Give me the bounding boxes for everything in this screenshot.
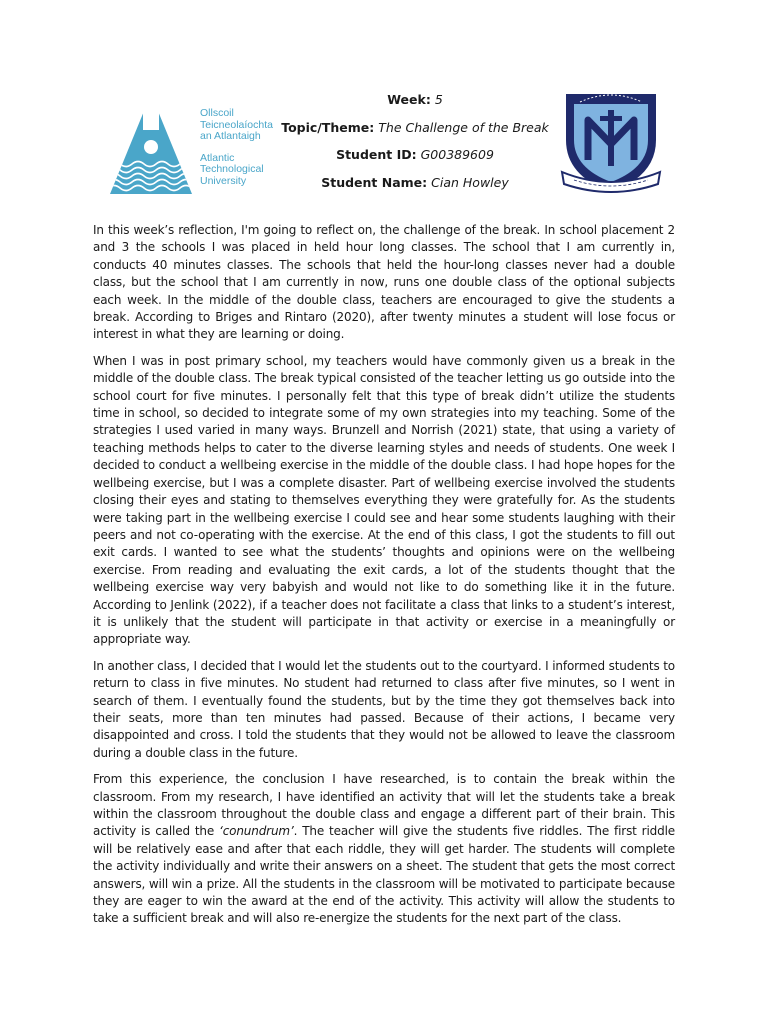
week-label: Week: <box>387 92 431 107</box>
paragraph-4-before: From this experience, the conclusion I have researched, is to contain the break within the classroom. From my research, I have identified an activity that will let the students take a break within the classroom throughout the double class and engage a different part of their brain. This activity is called the <box>93 772 675 839</box>
student-id-label: Student ID: <box>336 147 417 162</box>
paragraph-2: When I was in post primary school, my teachers would have commonly given us a break in the middle of the double class. The break typical consisted of the teacher letting us go outside into the school court for five minutes. I personally felt that this type of break didn’t utilize the students time in school, so decided to integrate some of my own strategies into my teaching. Some of the strategies I used varied in many ways. Brunzell and Norrish (2021) state, that using a variety of teaching methods helps to cater to the diverse learning styles and needs of students. One week I decided to conduct a wellbeing exercise in the middle of the double class. I had hope hopes for the wellbeing exercise, but I was a complete disaster. Part of wellbeing exercise involved the students closing their eyes and stating to themselves everything they were gratefully for. As the students were taking part in the wellbeing exercise I could see and hear some students laughing with their peers and not co-operating with the exercise. At the end of this class, I got the students to fill out exit cards. I wanted to see what the students’ thoughts and opinions were on the wellbeing exercise. From reading and evaluating the exit cards, a lot of the students thought that the wellbeing exercise way very babyish and would not like to do something like it in the future. According to Jenlink (2022), if a teacher does not facilitate a class that links to a student’s interest, it is unlikely that the student will participate in that activity or exercise in a meaningfully or appropriate way. <box>93 353 675 647</box>
university-triangle-logo-icon <box>108 92 194 196</box>
header-info <box>280 86 550 196</box>
university-name <box>200 108 290 187</box>
week-line <box>280 86 550 114</box>
university-name-english-1: Atlantic <box>200 151 235 164</box>
week-value: 5 <box>434 92 443 107</box>
university-name-english-2: Technological <box>200 163 264 175</box>
reflection-body <box>93 222 675 937</box>
university-name-irish-3: an Atlantaigh <box>200 130 261 142</box>
university-logo <box>108 92 278 196</box>
paragraph-4 <box>93 771 675 928</box>
paragraph-4-after: . The teacher will give the students five riddles. The first riddle will be relatively ease and after that each riddle, they will get harder. The students will complete the activity individually and write their answers on a sheet. The student that gets the most correct answers, will win a prize. All the students in the classroom will be motivated to participate because they are eager to win the award at the end of the activity. This activity will allow the students to take a sufficient break and will also re-energize the students for the next part of the class. <box>93 824 675 926</box>
school-crest-icon <box>560 88 662 198</box>
student-name-label: Student Name: <box>321 174 428 190</box>
paragraph-4-emphasis: ‘conundrum’ <box>219 824 294 839</box>
university-name-irish-1: Ollscoil <box>200 107 234 119</box>
topic-line <box>280 114 550 142</box>
university-name-irish-2: Teicneolaíochta <box>200 118 273 131</box>
paragraph-3: In another class, I decided that I would let the students out to the courtyard. I informed students to return to class in five minutes. No student had returned to class after five minutes, so I went in search of them. I eventually found the students, but by the time they got themselves back into their seats, more than ten minutes had passed. Because of their actions, I became very disappointed and cross. I told the students that they would not be allowed to leave the classroom during a double class in the future. <box>93 658 675 760</box>
topic-label: Topic/Theme: <box>281 119 375 135</box>
student-id-value: G00389609 <box>420 147 494 162</box>
student-name-value: Cian Howley <box>431 174 509 190</box>
student-id-line <box>280 141 550 169</box>
topic-value: The Challenge of the Break <box>378 119 549 135</box>
university-name-english-3: University <box>200 174 247 187</box>
student-name-line <box>280 169 550 197</box>
paragraph-1: In this week’s reflection, I'm going to reflect on, the challenge of the break. In school placement 2 and 3 the schools I was placed in held hour long classes. The school that I am currently in, conducts 40 minutes classes. The schools that held the hour-long classes never had a double class, but the school that I am currently in now, runs one double class of the optional subjects each week. In the middle of the double class, teachers are encouraged to give the students a break. According to Briges and Rintaro (2020), after twenty minutes a student will lose focus or interest in what they are learning or doing. <box>93 223 675 342</box>
